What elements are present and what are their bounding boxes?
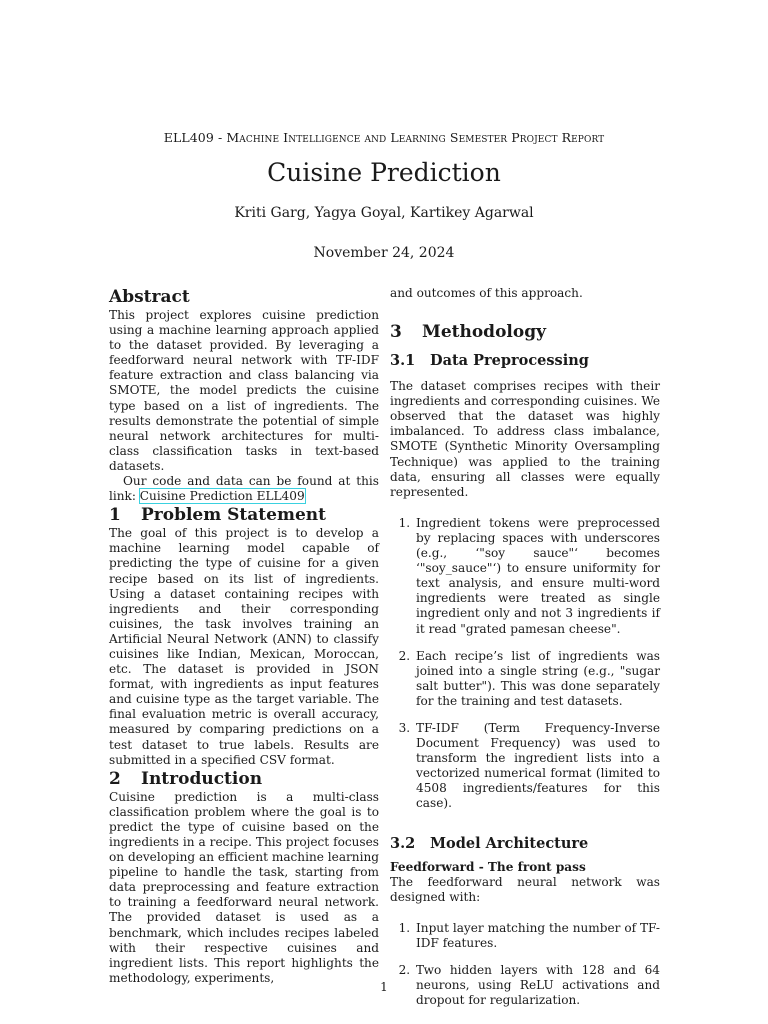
section-title: Problem Statement xyxy=(141,505,326,526)
page-number: 1 xyxy=(380,980,388,994)
subsection-title: Model Architecture xyxy=(430,834,589,852)
paper-title: Cuisine Prediction xyxy=(267,158,501,187)
architecture-list xyxy=(390,921,660,1008)
abstract-code-paragraph xyxy=(109,474,379,504)
code-link[interactable]: Cuisine Prediction ELL409 xyxy=(139,489,305,504)
section-intro-heading xyxy=(109,768,379,790)
right-column xyxy=(390,286,660,1020)
list-item: 1. Ingredient tokens were preprocessed by replacing spaces with underscores (e.g., ‘"soy sauce"‘ becomes ‘"soy_sauce"‘) to ensure uniformity for text analysis, and ensure multi-word ingredients were treated as single ingredient only and not 3 ingredients if it read "grated pamesan cheese". xyxy=(414,516,660,637)
section-problem-heading xyxy=(109,504,379,526)
subsection-title: Data Preprocessing xyxy=(430,352,589,370)
feedforward-paragraph-heading: Feedforward - The front pass xyxy=(390,859,586,874)
list-item: 2. Two hidden layers with 128 and 64 neurons, using ReLU activations and dropout for regularization. xyxy=(414,963,660,1008)
section-methodology-heading xyxy=(390,321,660,343)
section-number: 1 xyxy=(109,505,121,526)
subsection-architecture-heading xyxy=(390,834,660,854)
list-item: 1. Input layer matching the number of TF-IDF features. xyxy=(414,921,660,951)
paper-date: November 24, 2024 xyxy=(313,245,455,261)
list-item: 3. TF-IDF (Term Frequency-Inverse Document Frequency) was used to transform the ingredient lists into a vectorized numerical format (limited to 4508 ingredients/features for this case). xyxy=(414,721,660,812)
abstract-heading: Abstract xyxy=(109,287,190,307)
subsection-number: 3.2 xyxy=(390,834,416,852)
subsection-number: 3.1 xyxy=(390,352,416,370)
section-number: 3 xyxy=(390,322,402,343)
abstract-paragraph: This project explores cuisine prediction using a machine learning approach applied to the dataset provided. By leveraging a feedforward neural network with TF-IDF feature extraction and class balancing via SMOTE, the model predicts the cuisine type based on a list of ingredients. The results demonstrate the potential of simple neural network architectures for multi-class classification tasks in text-based datasets. xyxy=(109,308,379,473)
list-item: 2. Each recipe’s list of ingredients was joined into a single string (e.g., "sugar salt butter"). This was done separately for the training and test datasets. xyxy=(414,649,660,709)
author-list: Kriti Garg, Yagya Goyal, Kartikey Agarwal xyxy=(234,205,534,221)
course-header: ELL409 - Machine Intelligence and Learning Semester Project Report xyxy=(163,130,605,145)
abstract-code-text: Our code and data can be found at this link: xyxy=(109,474,379,504)
problem-paragraph: The goal of this project is to develop a machine learning model capable of predicting the type of cuisine for a given recipe based on its list of ingredients. Using a dataset containing recipes with ingredients and their corresponding cuisines, the task involves training an Artificial Neural Network (ANN) to classify cuisines like Indian, Mexican, Moroccan, etc. The dataset is provided in JSON format, with ingredients as input features and cuisine type as the target variable. The final evaluation metric is overall accuracy, measured by comparing predictions on a test dataset to true labels. Results are submitted in a specified CSV format. xyxy=(109,526,379,767)
preprocessing-paragraph: The dataset comprises recipes with their ingredients and corresponding cuisines. We observed that the dataset was highly imbalanced. To address class imbalance, SMOTE (Synthetic Minority Oversampling Technique) was applied to the training data, ensuring all classes were equally represented. xyxy=(390,379,660,499)
section-title: Introduction xyxy=(141,768,263,789)
section-number: 2 xyxy=(109,768,121,789)
subsection-preprocessing-heading xyxy=(390,351,660,371)
section-title: Methodology xyxy=(422,322,546,343)
left-column xyxy=(109,286,379,986)
intro-paragraph: Cuisine prediction is a multi-class classification problem where the goal is to predict the type of cuisine based on the ingredients in a recipe. This project focuses on developing an efficient machine learning pipeline to handle the task, starting from data preprocessing and feature extraction to training a feedforward neural network. The provided dataset is used as a benchmark, which includes recipes labeled with their respective cuisines and ingredient lists. This report highlights the methodology, experiments, xyxy=(109,789,379,985)
intro-continuation: and outcomes of this approach. xyxy=(390,286,583,300)
architecture-paragraph: The feedforward neural network was designed with: xyxy=(390,874,660,904)
preprocessing-list xyxy=(390,516,660,812)
